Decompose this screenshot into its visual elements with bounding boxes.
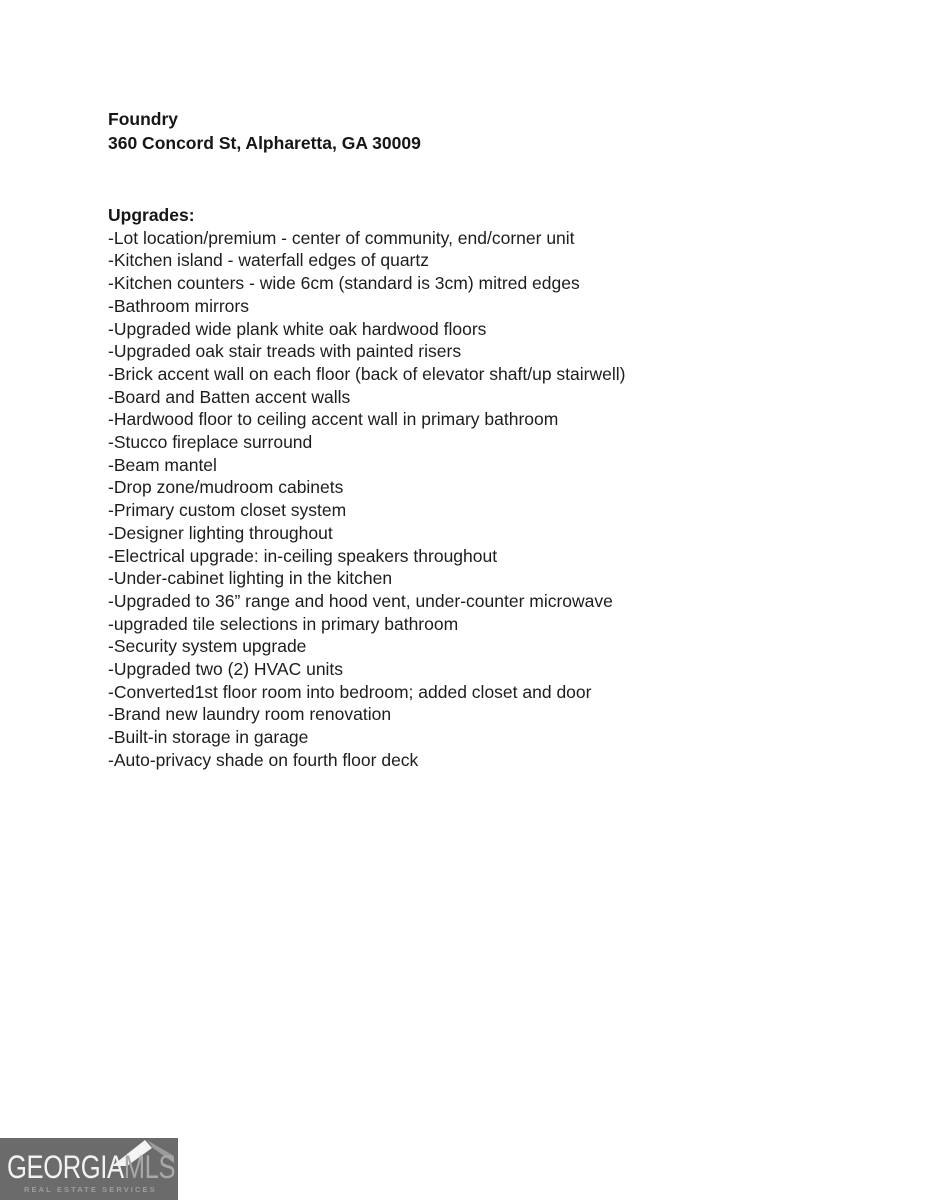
upgrade-item: -Brick accent wall on each floor (back of elevator shaft/up stairwell)	[108, 363, 626, 384]
upgrade-item: -Upgraded oak stair treads with painted risers	[108, 341, 462, 362]
upgrade-item: -Designer lighting throughout	[108, 522, 333, 543]
upgrade-item: -Auto-privacy shade on fourth floor deck	[108, 749, 419, 770]
upgrade-item: -Drop zone/mudroom cabinets	[108, 477, 344, 498]
upgrade-item: -Upgraded wide plank white oak hardwood floors	[108, 318, 487, 339]
upgrade-item: -Hardwood floor to ceiling accent wall in primary bathroom	[108, 409, 559, 430]
upgrade-item: -Beam mantel	[108, 454, 217, 475]
upgrade-item: -Electrical upgrade: in-ceiling speakers throughout	[108, 545, 498, 566]
upgrade-item: -Lot location/premium - center of community, end/corner unit	[108, 227, 575, 248]
upgrade-item: -Upgraded to 36” range and hood vent, under-counter microwave	[108, 590, 613, 611]
property-name: Foundry	[108, 109, 178, 129]
upgrade-item: -Primary custom closet system	[108, 500, 347, 521]
upgrade-item: -Built-in storage in garage	[108, 727, 309, 748]
upgrade-item: -Stucco fireplace surround	[108, 432, 313, 453]
upgrade-item: -Upgraded two (2) HVAC units	[108, 659, 344, 680]
upgrade-item: -Kitchen island - waterfall edges of quartz	[108, 250, 429, 271]
upgrade-item: -Under-cabinet lighting in the kitchen	[108, 568, 393, 589]
upgrade-item: -Security system upgrade	[108, 636, 307, 657]
upgrade-item: -Bathroom mirrors	[108, 295, 249, 316]
upgrade-item: -Kitchen counters - wide 6cm (standard is 3cm) mitred edges	[108, 273, 580, 294]
logo-georgia-text: GEORGIA	[7, 1149, 124, 1185]
upgrade-item: -upgraded tile selections in primary bathroom	[108, 613, 459, 634]
logo-mls-text: MLS	[123, 1149, 176, 1185]
upgrade-item: -Board and Batten accent walls	[108, 386, 351, 407]
logo-tagline: REAL ESTATE SERVICES	[24, 1185, 157, 1194]
georgia-mls-logo	[0, 1138, 178, 1200]
upgrade-item: -Brand new laundry room renovation	[108, 704, 392, 725]
upgrades-section	[108, 204, 625, 772]
property-header	[108, 108, 421, 155]
property-address: 360 Concord St, Alpharetta, GA 30009	[108, 132, 421, 153]
upgrades-heading: Upgrades:	[108, 205, 195, 225]
upgrade-item: -Converted1st floor room into bedroom; added closet and door	[108, 681, 592, 702]
logo-brand-text	[7, 1151, 175, 1183]
